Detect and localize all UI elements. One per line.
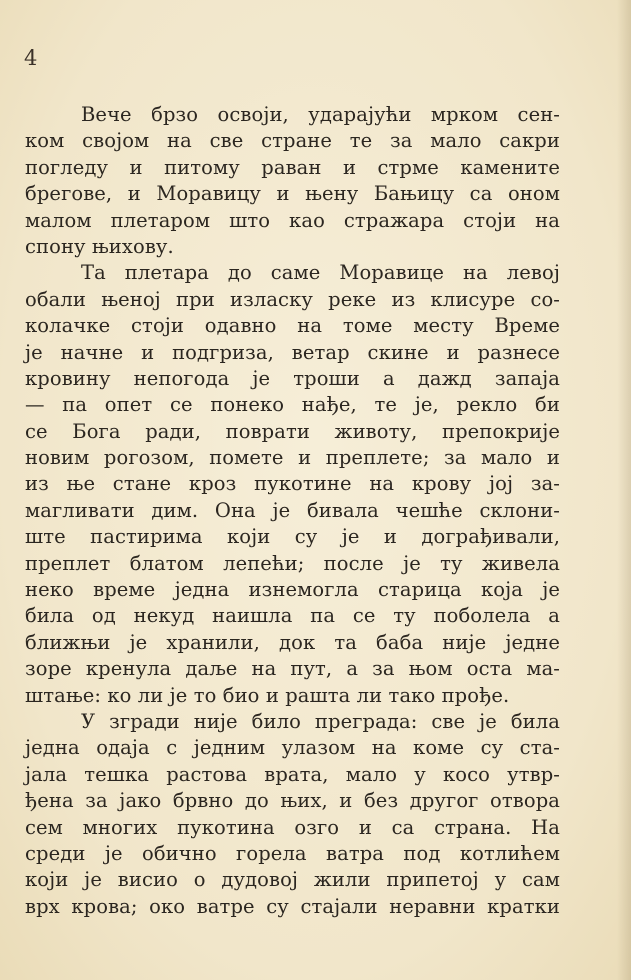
- text-line: зоре кренула даље на пут, а за њом оста ма-: [25, 657, 560, 681]
- text-line: из ње стане кроз пукотине на крову јој за-: [25, 472, 560, 496]
- text-line: се Бога ради, поврати животу, препокрије: [25, 419, 560, 443]
- text-line: спону њихову.: [25, 234, 174, 258]
- text-line: била од некуд наишла па се ту поболела а: [25, 604, 560, 628]
- text-line: кровину непогода је троши а дажд запаја: [25, 366, 560, 390]
- text-line: једна одаја с једним улазом на коме су ста-: [25, 736, 560, 760]
- text-line: Та плетара до саме Моравице на левој: [81, 261, 560, 285]
- text-line: ште пастирима који су је и дограђивали,: [25, 525, 560, 549]
- text-line: новим рогозом, помете и преплете; за мало и: [25, 446, 560, 470]
- text-line: малом плетаром што као стражара стоји на: [25, 208, 560, 232]
- text-line: — па опет се понеко нађе, те је, рекло би: [25, 393, 560, 417]
- text-line: среди је обично горела ватра под котлићем: [25, 841, 560, 865]
- text-line: врх крова; око ватре су стајали неравни кратки: [25, 894, 560, 918]
- page-number: 4: [24, 46, 38, 70]
- body-text: [25, 102, 560, 920]
- text-line: брегове, и Моравицу и њену Бањицу са оном: [25, 182, 560, 206]
- text-line: погледу и питому раван и стрме камените: [25, 155, 560, 179]
- text-line: преплет блатом лепећи; после је ту живела: [25, 551, 560, 575]
- text-line: је начне и подгриза, ветар скине и разнесе: [25, 340, 560, 364]
- text-line: У згради није било преграда: све је била: [81, 709, 560, 733]
- text-line: сем многих пукотина озго и са страна. На: [25, 815, 560, 839]
- text-line: ближњи је хранили, док та баба није једне: [25, 630, 560, 654]
- page-edge-shadow: [617, 0, 631, 980]
- text-line: колачке стоји одавно на томе месту Време: [25, 314, 560, 338]
- text-line: Вече брзо освоји, ударајући мрком сен-: [81, 103, 560, 126]
- text-line: магливати дим. Она је бивала чешће склони-: [25, 498, 560, 522]
- text-line: јала тешка растова врата, мало у косо утвр-: [25, 762, 560, 786]
- text-line: који је висио о дудовој жили припетој у сам: [25, 868, 560, 892]
- text-line: обали њеној при изласку реке из клисуре со-: [25, 287, 560, 311]
- text-line: штање: ко ли је то био и рашта ли тако прође.: [25, 683, 510, 707]
- text-line: ђена за јако брвно до њих, и без другог отвора: [25, 789, 560, 813]
- text-line: ком својом на све стране те за мало сакри: [25, 129, 560, 153]
- text-line: неко време једна изнемогла старица која је: [25, 578, 560, 602]
